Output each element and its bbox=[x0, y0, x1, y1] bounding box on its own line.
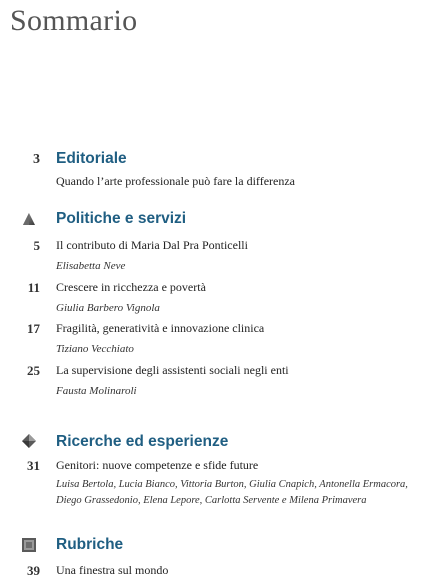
page-number: 25 bbox=[27, 363, 40, 378]
article-title[interactable]: Quando l’arte professionale può fare la differenza bbox=[56, 174, 295, 188]
page-title: Sommario bbox=[10, 4, 138, 37]
section-heading-rubriche[interactable]: Rubriche bbox=[56, 536, 124, 553]
article-author: Giulia Barbero Vignola bbox=[56, 302, 160, 314]
square-icon bbox=[22, 538, 36, 552]
article-title[interactable]: Il contributo di Maria Dal Pra Ponticelli bbox=[56, 238, 248, 252]
article-author: Luisa Bertola, Lucia Bianco, Vittoria Burton, Giulia Cnapich, Antonella Ermacora, bbox=[56, 479, 408, 490]
section-heading-ricerche[interactable]: Ricerche ed esperienze bbox=[56, 433, 229, 450]
article-author: Tiziano Vecchiato bbox=[56, 343, 134, 355]
article-title[interactable]: Genitori: nuove competenze e sfide future bbox=[56, 458, 259, 472]
article-title[interactable]: Crescere in ricchezza e povertà bbox=[56, 280, 206, 294]
article-author: Diego Grassedonio, Elena Lepore, Carlotta Servente e Milena Primavera bbox=[56, 495, 367, 506]
article-author: Fausta Molinaroli bbox=[56, 385, 137, 397]
article-title[interactable]: La supervisione degli assistenti sociali negli enti bbox=[56, 363, 289, 377]
page-number: 39 bbox=[27, 563, 40, 578]
triangle-icon bbox=[22, 212, 36, 226]
article-title[interactable]: Una finestra sul mondo bbox=[56, 563, 169, 577]
article-author: Elisabetta Neve bbox=[56, 260, 126, 272]
page-number: 3 bbox=[33, 152, 40, 167]
page-number: 5 bbox=[33, 238, 40, 253]
article-title[interactable]: Fragilità, generatività e innovazione clinica bbox=[56, 321, 265, 335]
page-number: 31 bbox=[27, 458, 40, 473]
diamond-icon bbox=[22, 434, 36, 448]
page-number: 11 bbox=[27, 280, 40, 295]
page-number: 17 bbox=[27, 321, 40, 336]
section-heading-politiche[interactable]: Politiche e servizi bbox=[56, 210, 187, 227]
section-heading-editoriale[interactable]: Editoriale bbox=[56, 150, 127, 167]
